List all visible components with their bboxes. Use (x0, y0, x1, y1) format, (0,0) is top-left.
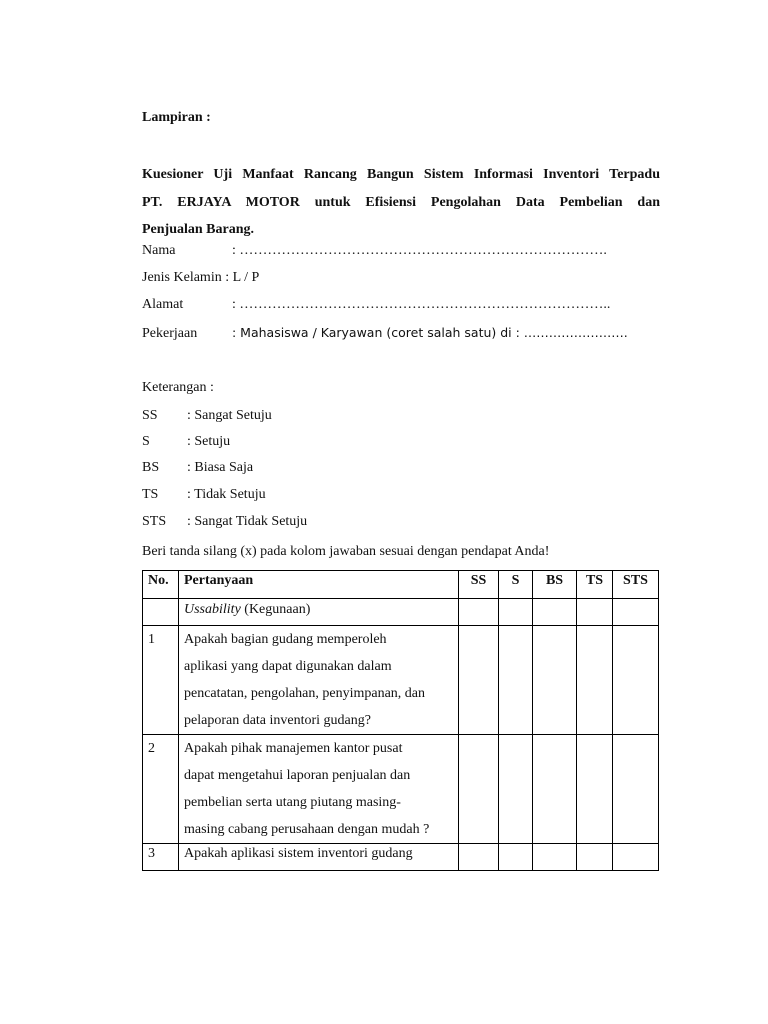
nama-label: Nama (142, 243, 176, 258)
field-jenis-kelamin (142, 270, 259, 286)
legend-desc: : Sangat Setuju (187, 408, 272, 423)
question-line: Apakah bagian gudang memperoleh (184, 632, 387, 647)
legend-desc: : Biasa Saja (187, 460, 254, 475)
instruction-text: Beri tanda silang (x) pada kolom jawaban sesuai dengan pendapat Anda! (142, 544, 550, 559)
question-text (179, 844, 459, 871)
legend-item (142, 514, 307, 530)
legend-code: SS (142, 408, 158, 423)
header-bs: BS (533, 571, 577, 599)
keterangan-title: Keterangan : (142, 380, 214, 395)
legend-code: STS (142, 514, 167, 529)
pekerjaan-label: Pekerjaan (142, 326, 198, 341)
section-no-cell (143, 599, 179, 626)
legend-desc: : Setuju (187, 434, 231, 449)
answer-cell-s[interactable] (499, 735, 533, 844)
nama-value[interactable]: : ……………………………………………………………………. (232, 243, 607, 258)
answer-cell-s[interactable] (499, 844, 533, 871)
answer-cell-ss[interactable] (459, 626, 499, 735)
table-row (143, 626, 659, 735)
question-line: pembelian serta utang piutang masing- (184, 795, 401, 810)
answer-cell-s[interactable] (499, 626, 533, 735)
section-italic: Ussability (184, 602, 241, 617)
alamat-value[interactable]: : …………………………………………………………………….. (232, 297, 611, 312)
jenis-kelamin-text[interactable]: Jenis Kelamin : L / P (142, 270, 260, 285)
question-number: 2 (143, 735, 179, 844)
answer-cell-bs[interactable] (533, 735, 577, 844)
header-no: No. (143, 571, 179, 599)
section-row (143, 599, 659, 626)
answer-cell-ss[interactable] (459, 844, 499, 871)
answer-cell-sts[interactable] (613, 844, 659, 871)
question-line: pencatatan, pengolahan, penyimpanan, dan (184, 686, 426, 701)
legend-desc: : Tidak Setuju (187, 487, 266, 502)
question-number: 1 (143, 626, 179, 735)
field-nama (142, 243, 607, 259)
answer-cell-s[interactable] (499, 599, 533, 626)
question-text (179, 735, 459, 844)
legend-item (142, 460, 253, 476)
title-line-2: PT. ERJAYA MOTOR untuk Efisiensi Pengolahan Data Pembelian dan (142, 194, 660, 210)
legend-code: S (142, 434, 150, 449)
header-ts: TS (577, 571, 613, 599)
answer-cell-bs[interactable] (533, 599, 577, 626)
legend-desc: : Sangat Tidak Setuju (187, 514, 308, 529)
answer-cell-sts[interactable] (613, 735, 659, 844)
attachment-heading: Lampiran : (142, 110, 211, 125)
header-s: S (499, 571, 533, 599)
legend-code: BS (142, 460, 160, 475)
answer-cell-ts[interactable] (577, 599, 613, 626)
answer-cell-ts[interactable] (577, 735, 613, 844)
question-text (179, 626, 459, 735)
answer-cell-sts[interactable] (613, 626, 659, 735)
field-pekerjaan (142, 325, 628, 342)
table-header-row (143, 571, 659, 599)
questionnaire-table (142, 570, 659, 871)
pekerjaan-value[interactable]: : Mahasiswa / Karyawan (coret salah satu) di : ……………………. (232, 325, 628, 340)
legend-item (142, 487, 266, 503)
header-pertanyaan: Pertanyaan (179, 571, 459, 599)
legend-code: TS (142, 487, 159, 502)
section-rest: (Kegunaan) (240, 602, 311, 617)
answer-cell-ss[interactable] (459, 599, 499, 626)
answer-cell-ts[interactable] (577, 626, 613, 735)
questionnaire-title (142, 161, 660, 244)
question-number: 3 (143, 844, 179, 871)
field-alamat (142, 297, 610, 313)
question-line: aplikasi yang dapat digunakan dalam (184, 659, 392, 674)
question-line: Apakah pihak manajemen kantor pusat (184, 741, 403, 756)
alamat-label: Alamat (142, 297, 184, 312)
table-row (143, 844, 659, 871)
answer-cell-bs[interactable] (533, 844, 577, 871)
section-title-cell (179, 599, 459, 626)
header-ss: SS (459, 571, 499, 599)
title-line-3: Penjualan Barang. (142, 222, 255, 237)
header-sts: STS (613, 571, 659, 599)
question-line: masing cabang perusahaan dengan mudah ? (184, 822, 430, 837)
title-line-1: Kuesioner Uji Manfaat Rancang Bangun Sistem Informasi Inventori Terpadu (142, 167, 660, 182)
legend-item (142, 434, 230, 450)
question-line: Apakah aplikasi sistem inventori gudang (184, 846, 413, 861)
question-line: dapat mengetahui laporan penjualan dan (184, 768, 411, 783)
legend-item (142, 408, 272, 424)
answer-cell-bs[interactable] (533, 626, 577, 735)
answer-cell-ss[interactable] (459, 735, 499, 844)
question-line: pelaporan data inventori gudang? (184, 713, 371, 728)
table-row (143, 735, 659, 844)
answer-cell-sts[interactable] (613, 599, 659, 626)
answer-cell-ts[interactable] (577, 844, 613, 871)
